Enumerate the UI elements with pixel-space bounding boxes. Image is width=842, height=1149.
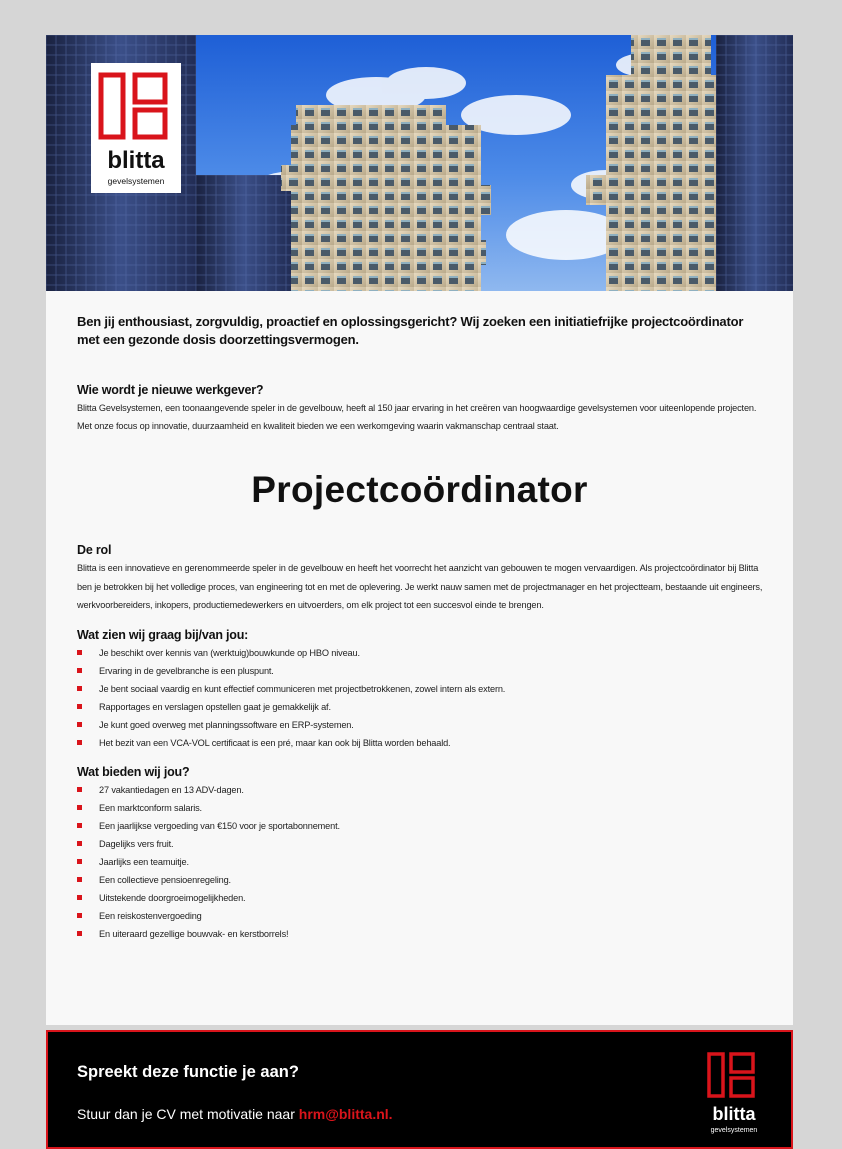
bullet-square-icon [77,931,82,936]
footer-contact-prefix: Stuur dan je CV met motivatie naar [77,1106,295,1122]
list-item [77,817,767,835]
role-text: Blitta is een innovatieve en gerenommeerde speler in de gevelbouw en heeft het voorrecht het aanzicht van gebouwen te mogen vervaardigen. Als projectcoördinator bij Blitta ben je betrokken bij het volledige proces, van engineering tot en met de oplevering. Je werkt nauw samen met de projectmanager en het projectteam, bestaande uit engineers, werkvoorbereiders, inkopers, productiemedewerkers en uitvoerders, om elk project tot een succesvol einde te brengen. [77,563,763,610]
footer-email-link[interactable]: hrm@blitta.nl. [298,1106,393,1122]
list-item-text: 27 vakantiedagen en 13 ADV-dagen. [99,784,244,795]
list-item-text: Het bezit van een VCA-VOL certificaat is een pré, maar kan ook bij Blitta worden behaald. [99,737,451,748]
hero-image [46,35,793,291]
list-item [77,781,767,799]
bullet-square-icon [77,740,82,745]
list-item-text: Dagelijks vers fruit. [99,838,174,849]
requirements-list [77,644,767,752]
footer-contact-line [77,1106,393,1122]
footer-cta: Spreekt deze functie je aan? [77,1063,299,1081]
offer-list [77,781,767,943]
bullet-square-icon [77,823,82,828]
requirements-heading: Wat zien wij graag bij/van jou: [77,627,249,642]
bullet-square-icon [77,787,82,792]
role-heading: De rol [77,543,112,557]
job-title: Projectcoördinator [251,469,588,510]
list-item [77,698,767,716]
footer-brand-name: blitta [712,1104,756,1124]
bullet-square-icon [77,704,82,709]
bullet-square-icon [77,859,82,864]
bullet-square-icon [77,895,82,900]
list-item [77,644,767,662]
list-item [77,853,767,871]
list-item-text: Een jaarlijkse vergoeding van €150 voor je sportabonnement. [99,820,340,831]
list-item [77,680,767,698]
bullet-square-icon [77,686,82,691]
brand-logo [91,63,181,193]
list-item [77,662,767,680]
list-item-text: Een reiskostenvergoeding [99,910,202,921]
brand-tagline: gevelsystemen [107,176,165,186]
bullet-square-icon [77,913,82,918]
list-item [77,889,767,907]
list-item-text: Je bent sociaal vaardig en kunt effectief communiceren met projectbetrokkenen, zowel intern als extern. [99,683,506,694]
brand-name: blitta [107,147,165,174]
list-item [77,871,767,889]
footer-logo [703,1050,765,1136]
list-item [77,734,767,752]
list-item-text: Je beschikt over kennis van (werktuig)bouwkunde op HBO niveau. [99,647,360,658]
list-item-text: En uiteraard gezellige bouwvak- en kerstborrels! [99,928,289,939]
footer-banner [46,1030,793,1149]
bullet-square-icon [77,722,82,727]
footer-brand-tagline: gevelsystemen [710,1127,758,1134]
list-item [77,907,767,925]
list-item-text: Een marktconform salaris. [99,802,202,813]
list-item-text: Rapportages en verslagen opstellen gaat je gemakkelijk af. [99,701,331,712]
employer-text: Blitta Gevelsystemen, een toonaangevende speler in de gevelbouw, heeft al 150 jaar ervaring in het creëren van hoogwaardige gevelsystemen voor uiteenlopende projecten. Met onze focus op innovatie, duurzaamheid en kwaliteit bieden we een werkomgeving waarin vakmanschap centraal staat. [77,403,757,432]
blitta-logo-icon [703,1050,765,1136]
bullet-square-icon [77,668,82,673]
intro-text: Ben jij enthousiast, zorgvuldig, proactief en oplossingsgericht? Wij zoeken een initiatiefrijke projectcoördinator met een gezonde dosis doorzettingsvermogen. [77,314,744,347]
list-item-text: Een collectieve pensioenregeling. [99,874,231,885]
role-section [77,543,767,943]
bullet-square-icon [77,650,82,655]
vacancy-content [77,313,767,436]
list-item [77,799,767,817]
list-item-text: Uitstekende doorgroeimogelijkheden. [99,892,246,903]
bullet-square-icon [77,805,82,810]
list-item-text: Jaarlijks een teamuitje. [99,856,189,867]
bullet-square-icon [77,877,82,882]
vacancy-page [46,35,793,1025]
list-item-text: Je kunt goed overweg met planningssoftware en ERP-systemen. [99,719,354,730]
list-item [77,925,767,943]
bullet-square-icon [77,841,82,846]
employer-heading: Wie wordt je nieuwe werkgever? [77,383,264,397]
offer-heading: Wat bieden wij jou? [77,764,190,779]
list-item [77,835,767,853]
list-item-text: Ervaring in de gevelbranche is een pluspunt. [99,665,274,676]
list-item [77,716,767,734]
